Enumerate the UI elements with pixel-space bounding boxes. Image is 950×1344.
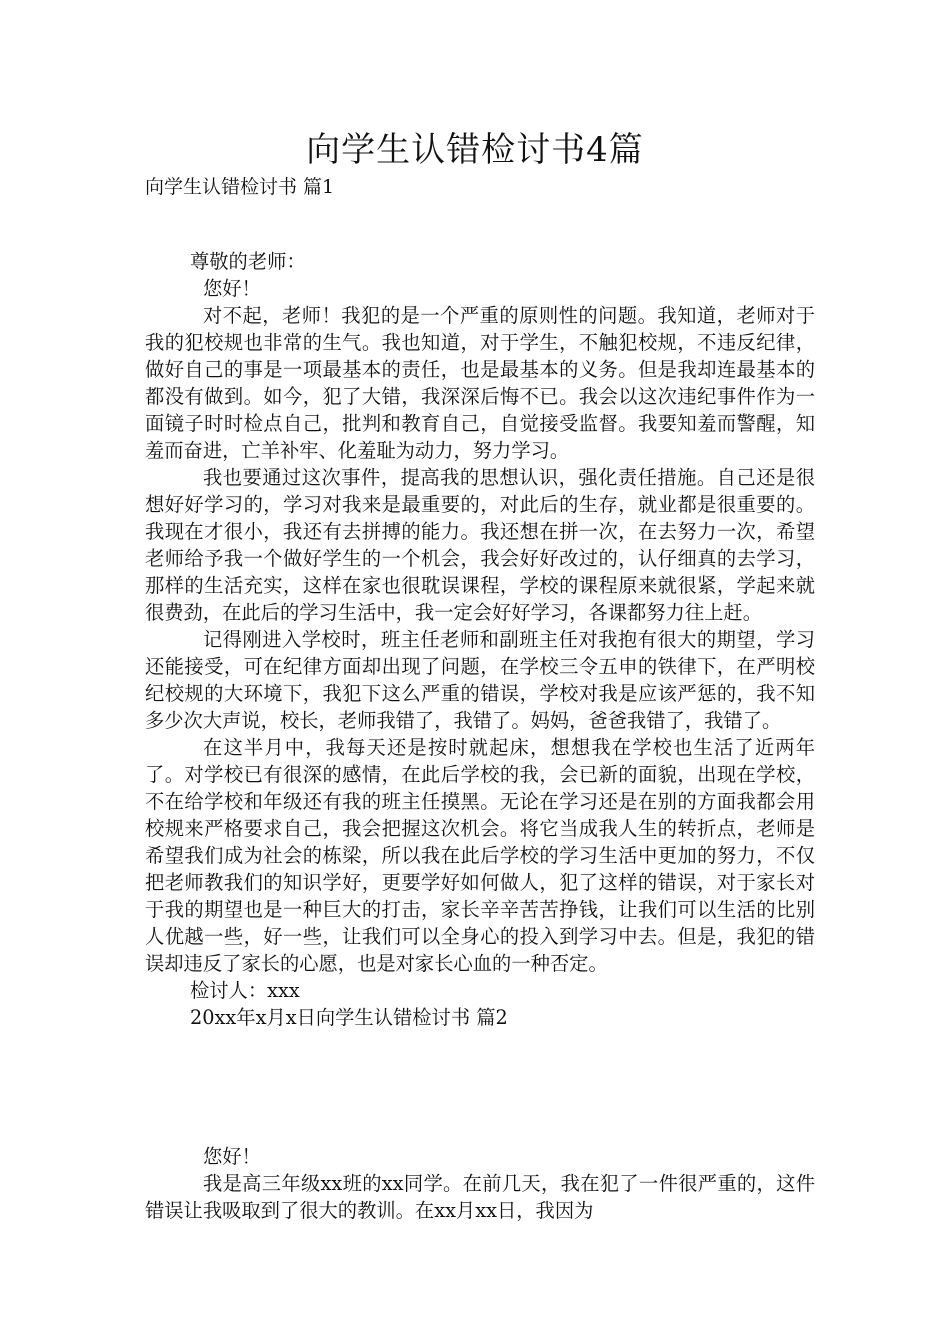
section-heading-1: 向学生认错检讨书 篇1 xyxy=(145,176,335,198)
paragraph: 我也要通过这次事件，提高我的思想认识，强化责任措施。自己还是很想好好学习的，学习对我来是最重要的，对此后的生存，就业都是很重要的。我现在才很小，我还有去拼搏的能力。我还想在拼一次，在去努力一次，希望老师给予我一个做好学生的一个机会，我会好好改过的，认仔细真的去学习，那样的生活充实，这样在家也很耽误课程，学校的课程原来就很紧，学起来就很费劲，在此后的学习生活中，我一定会好好学习，各课都努力往上赶。 xyxy=(145,466,815,624)
paragraph: 对不起，老师！我犯的是一个严重的原则性的问题。我知道，老师对于我的犯校规也非常的生气。我也知道，对于学生，不触犯校规，不违反纪律，做好自己的事是一项最基本的责任，也是最基本的义务。但是我却连最基本的都没有做到。如今，犯了大错，我深深后悔不已。我会以这次违纪事件作为一面镜子时时检点自己，批判和教育自己，自觉接受监督。我要知羞而警醒，知羞而奋进，亡羊补牢、化羞耻为动力，努力学习。 xyxy=(145,304,815,462)
salutation: 尊敬的老师： xyxy=(190,250,306,273)
greeting: 您好！ xyxy=(203,277,261,300)
document-title: 向学生认错检讨书4篇 xyxy=(306,130,644,170)
date-and-heading-2: 20xx年x月x日向学生认错检讨书 篇2 xyxy=(190,1006,508,1029)
signer-line: 检讨人：xxx xyxy=(190,979,300,1002)
greeting: 您好！ xyxy=(203,1145,261,1168)
paragraph: 我是高三年级xx班的xx同学。在前几天，我在犯了一件很严重的，这件错误让我吸取到了很大的教训。在xx月xx日，我因为 xyxy=(145,1172,815,1222)
section-1-body xyxy=(145,248,815,1031)
paragraph: 在这半月中，我每天还是按时就起床，想想我在学校也生活了近两年了。对学校已有很深的感情，在此后学校的我，会已新的面貌，出现在学校，不在给学校和年级还有我的班主任摸黑。无论在学习还是在别的方面我都会用校规来严格要求自己，我会把握这次机会。将它当成我人生的转折点，老师是希望我们成为社会的栋梁，所以我在此后学校的学习生活中更加的努力，不仅把老师教我们的知识学好，更要学好如何做人，犯了这样的错误，对于家长对于我的期望也是一种巨大的打击，家长辛辛苦苦挣钱，让我们可以生活的比别人优越一些，好一些，让我们可以全身心的投入到学习中去。但是，我犯的错误却违反了家长的心愿，也是对家长心血的一种否定。 xyxy=(145,736,815,975)
section-2-body xyxy=(145,1143,815,1224)
paragraph: 记得刚进入学校时，班主任老师和副班主任对我抱有很大的期望，学习还能接受，可在纪律方面却出现了问题，在学校三令五申的铁律下，在严明校纪校规的大环境下，我犯下这么严重的错误，学校对我是应该严惩的，我不知多少次大声说，校长，老师我错了，我错了。妈妈，爸爸我错了，我错了。 xyxy=(145,628,815,732)
